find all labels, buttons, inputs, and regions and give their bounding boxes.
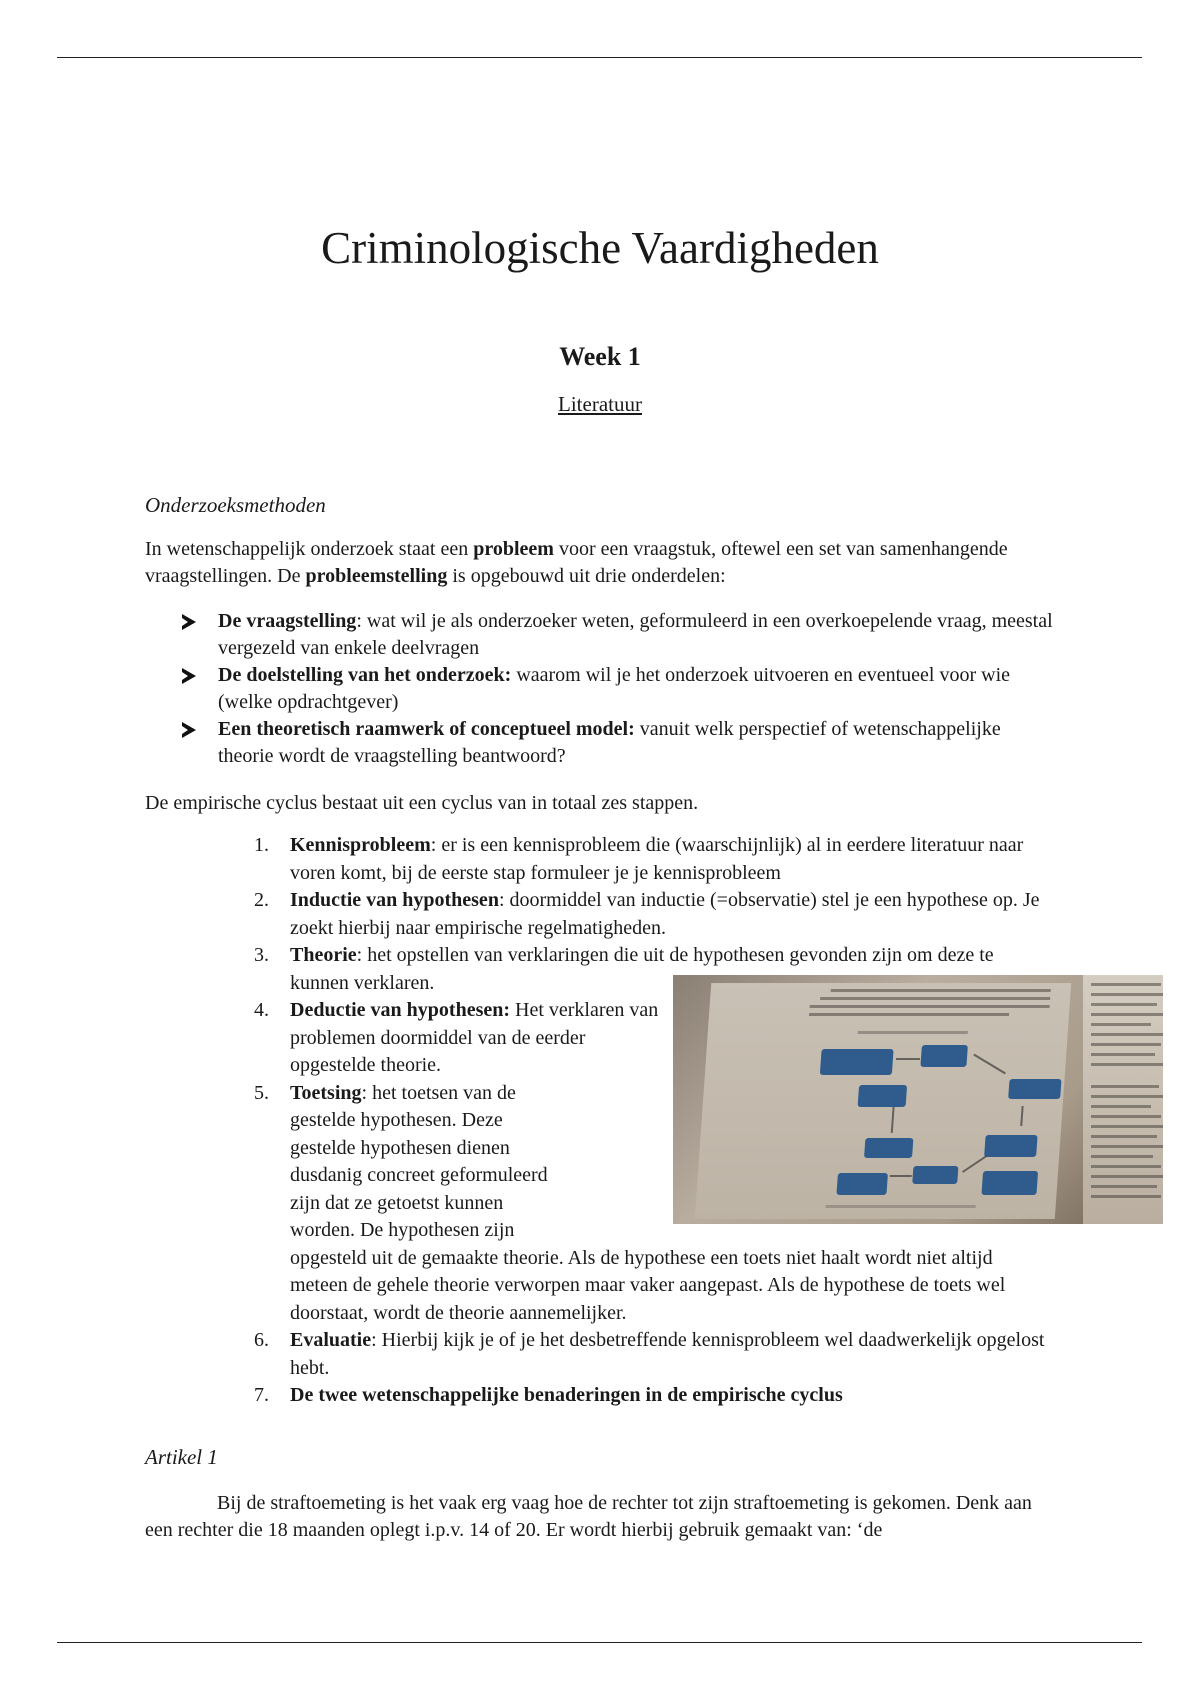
problem-components-list	[180, 608, 1060, 770]
list-item-text: : wat wil je als onderzoeker weten, geformuleerd in een overkoepelende vraag, meestal vergezeld van enkele deelvragen	[218, 610, 1053, 659]
step-item	[250, 887, 1050, 942]
step-bold: De twee wetenschappelijke benaderingen in de empirische cyclus	[290, 1384, 843, 1406]
step-text: : doormiddel van inductie (=observatie) stel je een hypothese op. Je zoekt hierbij naar empirische regelmatigheden.	[290, 889, 1040, 939]
photo-facing-page	[1083, 975, 1163, 1224]
step-item	[250, 832, 1050, 887]
step-bold: Theorie	[290, 944, 357, 966]
list-item-bold: De vraagstelling	[218, 610, 357, 632]
arrow-bullet-icon	[182, 722, 196, 738]
list-item-bold: De doelstelling van het onderzoek:	[218, 664, 512, 686]
intro-text-1: In wetenschappelijk onderzoek staat een	[145, 538, 474, 560]
list-item	[180, 662, 1060, 716]
list-item-bold: Een theoretisch raamwerk of conceptueel model:	[218, 718, 635, 740]
list-item-text: vanuit welk perspectief of wetenschappelijke theorie wordt de vraagstelling beantwoord?	[218, 718, 1001, 767]
step-bold: Inductie van hypothesen	[290, 889, 499, 911]
list-item	[180, 716, 1060, 770]
step-item	[250, 1327, 1050, 1382]
footer-rule	[57, 1642, 1142, 1643]
intro-bold-probleem: probleem	[473, 538, 554, 560]
step-item	[250, 1382, 1050, 1410]
step-bold: Toetsing	[290, 1081, 362, 1104]
step-number: 3.	[254, 944, 269, 966]
step-text: : Hierbij kijk je of je het desbetreffende kennisprobleem wel daadwerkelijk opgelost hebt.	[290, 1329, 1045, 1379]
literature-subheading: Literatuur	[558, 392, 642, 416]
step-text: : er is een kennisprobleem die (waarschijnlijk) al in eerdere literatuur naar voren komt, bij de eerste stap formuleer je je kennisprobleem	[290, 834, 1024, 884]
week-heading: Week 1	[559, 342, 641, 371]
step-number: 1.	[254, 834, 269, 856]
step-bold: Evaluatie	[290, 1329, 372, 1351]
step-bold: Deductie van hypothesen:	[290, 999, 511, 1021]
step-number: 7.	[254, 1384, 269, 1406]
step-text: : het toetsen van de gestelde hypothesen. Deze gestelde hypothesen dienen dusdanig concreet geformuleerd zijn dat ze getoetst kunnen worden. De hypothesen zijn opgesteld uit de gemaakte theorie. Als de hypothese een toets niet haalt wordt niet altijd meteen de gehele theorie verworpen maar vaker aangepast. Als de hypothese de toets wel doorstaat, wordt de theorie aannemelijker.	[290, 1081, 1006, 1324]
header-rule	[57, 57, 1142, 58]
step-text: Het verklaren van problemen doormiddel van de eerder opgestelde theorie.	[290, 999, 659, 1076]
step-bold: Kennisprobleem	[290, 834, 431, 856]
step-number: 6.	[254, 1329, 269, 1351]
cycle-intro: De empirische cyclus bestaat uit een cyclus van in totaal zes stappen.	[145, 792, 699, 814]
intro-text-2: voor een vraagstuk, oftewel een set van samenhangende vraagstellingen. De	[145, 538, 1008, 587]
step-number: 4.	[254, 999, 269, 1021]
arrow-bullet-icon	[182, 668, 196, 684]
document-title: Criminologische Vaardigheden	[321, 223, 879, 273]
step-text: : het opstellen van verklaringen die uit de hypothesen gevonden zijn om deze te kunnen verklaren.	[290, 944, 994, 994]
intro-bold-probleemstelling: probleemstelling	[305, 565, 448, 587]
photo-book-page	[695, 983, 1072, 1219]
intro-text-3: is opgebouwd uit drie onderdelen:	[447, 565, 726, 587]
step-number: 2.	[254, 889, 269, 911]
step-number: 5.	[254, 1081, 269, 1104]
artikel-paragraph: Bij de straftoemeting is het vaak erg vaag hoe de rechter tot zijn straftoemeting is gekomen. Denk aan een rechter die 18 maanden oplegt i.p.v. 14 of 20. Er wordt hierbij gebruik gemaakt van: ‘de	[145, 1492, 1032, 1541]
intro-paragraph	[145, 536, 1060, 590]
section-heading-onderzoeksmethoden: Onderzoeksmethoden	[145, 493, 326, 517]
step-item	[250, 997, 660, 1080]
section-heading-artikel-1: Artikel 1	[145, 1445, 218, 1469]
list-item-text: waarom wil je het onderzoek uitvoeren en eventueel voor wie (welke opdrachtgever)	[218, 664, 1011, 713]
empirical-cycle-book-photo	[673, 975, 1163, 1224]
list-item	[180, 608, 1060, 662]
arrow-bullet-icon	[182, 614, 196, 630]
